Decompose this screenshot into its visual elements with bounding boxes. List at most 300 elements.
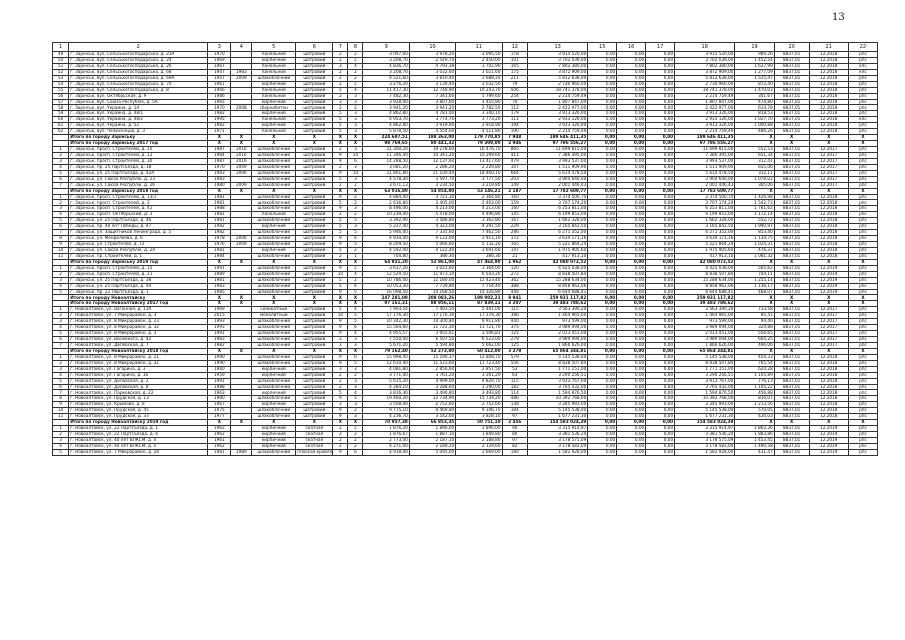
table-cell: 2 752,60 <box>409 402 455 408</box>
table-cell: 3 915 520,00 <box>528 52 588 58</box>
table-cell: г. Новоалтайск, ул. Крымова, д. 8 <box>69 402 208 408</box>
table-cell: 4 793,38 <box>409 63 455 69</box>
table-cell: 1 662 328,00 <box>675 218 735 224</box>
table-cell: 12 423,40 <box>456 277 502 283</box>
table-cell: 16 098,50 <box>363 289 409 295</box>
table-cell: 0,00 <box>646 443 675 449</box>
table-cell: шлакоблочний <box>252 218 296 224</box>
table-cell: 8 858 962,06 <box>675 283 735 289</box>
table-cell: 0,00 <box>646 164 675 170</box>
table-cell: 7 802 380,00 <box>528 63 588 69</box>
table-cell: 0,00 <box>588 158 617 164</box>
table-cell: X <box>333 259 348 265</box>
table-cell: 6 <box>348 236 363 242</box>
table-cell: 1 <box>53 426 69 432</box>
table-cell: шатровий <box>296 414 333 420</box>
table-cell: 0,00 <box>646 319 675 325</box>
table-cell: монолитный <box>252 313 296 319</box>
table-cell: шатровий <box>296 384 333 390</box>
table-cell: 0,00 <box>617 313 646 319</box>
table-cell: 3 374 500,74 <box>675 194 735 200</box>
table-cell: 2009 <box>231 164 252 170</box>
table-cell: 4 592,00 <box>363 247 409 253</box>
table-cell: 1 277,09 <box>735 69 774 75</box>
table-cell: г. Новоалтайск, ул. 7 Микрорайон, д. 3 <box>69 313 208 319</box>
table-cell: 2 <box>348 194 363 200</box>
table-cell: 6 <box>348 325 363 331</box>
table-cell: 1981 <box>208 200 231 206</box>
table-cell: 9 <box>333 396 348 402</box>
table-cell: X <box>774 188 809 194</box>
table-cell: 1970 <box>208 164 231 170</box>
table-cell: 2 <box>53 432 69 438</box>
table-cell: 79 162,40 <box>363 348 409 354</box>
table-cell: X <box>208 420 231 426</box>
table-cell: г. Зарінськ, вул. Сельськогосподарська, д. 26 <box>69 63 208 69</box>
table-cell: панельний <box>252 52 296 58</box>
table-cell: рпс <box>848 414 877 420</box>
table-cell: 0,00 <box>617 265 646 271</box>
table-cell: 0,00 <box>617 408 646 414</box>
table-cell: 3 208,70 <box>363 69 409 75</box>
table-cell: шлакоблочний <box>252 277 296 283</box>
table-cell: 0,00 <box>588 152 617 158</box>
table-cell: 3 913 326,00 <box>528 111 588 117</box>
table-cell: 14 288,50 <box>363 158 409 164</box>
table-cell: 53 <box>502 366 527 372</box>
table-cell: 1 <box>53 265 69 271</box>
table-cell: 0,00 <box>588 52 617 58</box>
table-cell: 0,00 <box>646 337 675 343</box>
table-cell: 324,88 <box>735 325 774 331</box>
table-cell: 1 876,20 <box>363 426 409 432</box>
table-cell: 18 460,10 <box>456 170 502 176</box>
table-cell: 5 <box>348 396 363 402</box>
table-cell: 1 866 626,00 <box>528 342 588 348</box>
table-cell: 12.2019 <box>809 443 848 449</box>
table-cell: г. Зарінськ, ул. Менделеева, д. 6 <box>69 236 208 242</box>
table-cell: 4 <box>348 283 363 289</box>
table-cell: 12.2017 <box>809 342 848 348</box>
table-cell: г. Зарінськ, просп. Строителей, д. 15 <box>69 265 208 271</box>
table-cell: 7 341,60 <box>409 93 455 99</box>
table-cell: 5 132,20 <box>456 242 502 248</box>
table-cell: 552,72 <box>735 218 774 224</box>
table-cell: 0,00 <box>588 170 617 176</box>
table-cell: 0,00 <box>646 313 675 319</box>
table-cell: 17 176,30 <box>409 313 455 319</box>
table-cell: шатровий <box>296 93 333 99</box>
table-cell: 8837,01 <box>774 390 809 396</box>
table-cell: 12.2018 <box>809 390 848 396</box>
table-cell: 386,30 <box>409 253 455 259</box>
table-cell: 3 315 914,97 <box>528 426 588 432</box>
table-cell: 2 857,50 <box>456 366 502 372</box>
table-cell: 3 913 767,00 <box>675 378 735 384</box>
table-cell: 9 <box>333 170 348 176</box>
table-cell: 0,00 <box>646 271 675 277</box>
table-cell: 3 490,80 <box>409 390 455 396</box>
column-number-5: 5 <box>252 43 296 52</box>
table-cell: 0,00 <box>617 135 646 141</box>
table-cell: 0,00 <box>617 337 646 343</box>
table-cell: шатровий <box>296 378 333 384</box>
table-cell: 42 080 072,52 <box>675 259 735 265</box>
table-cell: 49 <box>53 52 69 58</box>
table-cell: 0,00 <box>646 224 675 230</box>
table-cell: X <box>208 141 231 147</box>
table-cell: 2 189,20 <box>409 443 455 449</box>
table-cell: рпс <box>848 206 877 212</box>
table-cell: 1967 <box>208 402 231 408</box>
table-cell: 0,00 <box>646 230 675 236</box>
table-cell: 12.2018 <box>809 123 848 129</box>
table-cell: 9 <box>333 449 348 455</box>
table-cell: 19 278,60 <box>409 147 455 153</box>
table-cell: 3 810,40 <box>409 75 455 81</box>
table-cell: 3 993 537,00 <box>528 158 588 164</box>
table-cell: шатровий <box>296 182 333 188</box>
table-cell: X <box>252 295 296 301</box>
table-cell: 3 617,20 <box>363 265 409 271</box>
table-cell: 2 214 759,49 <box>528 93 588 99</box>
table-cell: 3 634 171,16 <box>528 236 588 242</box>
table-cell: шатровий <box>296 313 333 319</box>
table-cell: г. Зарінськ, пр. 40 лет Победы, д. 47 <box>69 224 208 230</box>
table-cell: X <box>296 188 333 194</box>
table-cell: 1986 <box>208 93 231 99</box>
table-cell: шлакоблочний <box>252 164 296 170</box>
table-cell: г. Зарінськ, вул. Союза Республік, д. 5А <box>69 99 208 105</box>
table-cell: 3 290 256,51 <box>528 372 588 378</box>
column-number-1: 1 <box>53 43 69 52</box>
table-cell: г. Новоалтайск, ул. Гагарина, д. 16 <box>69 372 208 378</box>
table-cell: 7 948 <box>502 135 527 141</box>
table-cell: 5 <box>348 289 363 295</box>
table-cell: скатная <box>296 437 333 443</box>
table-cell: X <box>231 420 252 426</box>
table-cell: 4 323,00 <box>409 224 455 230</box>
table-cell: 10 392 768,00 <box>675 396 735 402</box>
table-cell: 5 <box>53 170 69 176</box>
table-cell: X <box>231 295 252 301</box>
table-cell: 0,00 <box>617 111 646 117</box>
table-cell: 0,00 <box>617 69 646 75</box>
table-cell: 614,78 <box>735 105 774 111</box>
table-cell: 4 425 038,00 <box>528 265 588 271</box>
table-cell: 3 <box>348 402 363 408</box>
table-cell: 259 931 117,82 <box>675 295 735 301</box>
table-cell: Итого по городу Новоалтайску 2018 год <box>69 348 208 354</box>
table-cell: 8837,01 <box>774 437 809 443</box>
table-cell: 182 <box>502 384 527 390</box>
table-cell: 3 <box>348 176 363 182</box>
table-cell: 3 032,50 <box>456 81 502 87</box>
table-cell: 12.2019 <box>809 449 848 455</box>
table-cell: 8 941 <box>502 295 527 301</box>
table-cell: 12.2018 <box>809 366 848 372</box>
table-cell: шлакоблочний <box>252 378 296 384</box>
table-cell: шатровий <box>296 123 333 129</box>
table-cell: 3 918,90 <box>456 123 502 129</box>
table-cell: 0,00 <box>646 111 675 117</box>
column-number-16: 16 <box>617 43 646 52</box>
table-cell: 1962 <box>208 426 231 432</box>
table-cell: 1 876,67 <box>363 432 409 438</box>
table-cell: X <box>735 348 774 354</box>
table-cell: 1 134,75 <box>735 236 774 242</box>
table-cell: 8 838 507,84 <box>675 271 735 277</box>
table-cell: 12 610,40 <box>363 360 409 366</box>
table-cell: 60 412,00 <box>456 348 502 354</box>
table-cell: 0,00 <box>617 432 646 438</box>
table-cell: 2 187,10 <box>409 437 455 443</box>
table-cell: X <box>774 295 809 301</box>
table-cell: шлакоблочний <box>252 200 296 206</box>
table-cell: 2015 <box>208 313 231 319</box>
table-body <box>53 52 878 456</box>
table-cell: кирпичний <box>252 123 296 129</box>
table-cell: г. Новоалтайск, ул. Деповская, д. 7 <box>69 342 208 348</box>
table-cell: 52 <box>53 69 69 75</box>
table-cell: 179 770,85 <box>456 135 502 141</box>
table-cell: 2 <box>348 52 363 58</box>
table-cell: шатровий <box>296 277 333 283</box>
table-cell: 11 <box>53 253 69 259</box>
table-cell: 417 913,10 <box>675 253 735 259</box>
table-cell: 3 <box>53 277 69 283</box>
table-cell: 8837,01 <box>774 129 809 135</box>
table-cell: 3 941,20 <box>363 105 409 111</box>
table-cell: рпс <box>848 342 877 348</box>
table-cell: шатровий <box>296 342 333 348</box>
table-cell: 3 234,50 <box>409 182 455 188</box>
table-cell: 4 521,60 <box>363 75 409 81</box>
table-cell: рпс <box>848 277 877 283</box>
table-cell: 12.2018 <box>809 402 848 408</box>
table-cell: шлакоблочний <box>252 360 296 366</box>
table-cell: рпс <box>848 99 877 105</box>
table-cell: шлакоблочний <box>252 396 296 402</box>
table-cell: 10 <box>333 271 348 277</box>
table-cell: 3 <box>53 366 69 372</box>
table-cell: 2 <box>348 443 363 449</box>
table-cell: 0,00 <box>617 158 646 164</box>
table-cell: 56 <box>53 93 69 99</box>
table-cell: X <box>848 301 877 307</box>
table-cell: 1990 <box>208 354 231 360</box>
table-cell: 160 <box>502 206 527 212</box>
table-cell: 2 422 977,00 <box>675 105 735 111</box>
table-cell: 989,26 <box>735 52 774 58</box>
table-cell: г. Зарінськ, просп. Октябрьский, д. 3 <box>69 212 208 218</box>
table-cell: 2 773,00 <box>363 437 409 443</box>
table-cell: 0,00 <box>588 253 617 259</box>
table-cell: г. Новоалтайск, ул. 7 Микрорайон, д. 28 <box>69 449 208 455</box>
table-cell: 4 955,57 <box>363 331 409 337</box>
table-cell: X <box>809 259 848 265</box>
table-cell: 1 887,10 <box>409 432 455 438</box>
table-cell: 0,00 <box>588 206 617 212</box>
table-cell: 10 392 768,00 <box>528 396 588 402</box>
table-cell: 247 281,09 <box>363 295 409 301</box>
table-cell: г. Зарінськ, просп. Строителей, д. 41 <box>69 206 208 212</box>
table-cell: 5 614 478,50 <box>528 170 588 176</box>
table-cell: X <box>774 141 809 147</box>
table-cell: 1 862,36 <box>735 426 774 432</box>
table-cell: 1947 <box>208 69 231 75</box>
table-cell: 3 928,00 <box>363 99 409 105</box>
table-cell: 5 <box>53 449 69 455</box>
table-cell: 7 739,80 <box>409 283 455 289</box>
table-cell: 0,00 <box>646 348 675 354</box>
table-cell: рпс <box>848 396 877 402</box>
table-cell: 0,00 <box>588 176 617 182</box>
table-cell: 973 599,00 <box>675 319 735 325</box>
table-cell: г. Новоалтайск, ул. Вагонная, д. 11А <box>69 307 208 313</box>
table-cell: 5 145 538,00 <box>528 408 588 414</box>
table-cell: 2 <box>333 443 348 449</box>
table-cell: 5 <box>333 87 348 93</box>
table-cell: шлакоблочний <box>252 354 296 360</box>
table-cell: рпс <box>848 271 877 277</box>
table-cell: 1962 <box>208 443 231 449</box>
table-cell: 5 594,80 <box>409 342 455 348</box>
table-cell: 1967 <box>208 63 231 69</box>
table-cell: рпс <box>848 212 877 218</box>
table-cell: 0,00 <box>588 164 617 170</box>
table-cell: 10 342,30 <box>363 319 409 325</box>
table-cell: 1 511 909,90 <box>528 164 588 170</box>
table-cell: г. Зарінськ, вул. Сельськогосподарська, д. 8 <box>69 87 208 93</box>
table-cell: 818,53 <box>735 111 774 117</box>
table-cell: 1 511 909,90 <box>675 164 735 170</box>
table-cell: 0,00 <box>588 366 617 372</box>
table-cell: 8 <box>53 396 69 402</box>
table-cell: 2 933 126,00 <box>528 117 588 123</box>
table-cell: 0,00 <box>617 319 646 325</box>
table-cell: 9 775,10 <box>363 408 409 414</box>
table-cell: рпс <box>848 129 877 135</box>
table-cell: 1969 <box>208 57 231 63</box>
table-cell: 8837,01 <box>774 147 809 153</box>
table-cell: 94,40 <box>735 319 774 325</box>
table-cell: X <box>809 188 848 194</box>
table-cell: 12.2018 <box>809 218 848 224</box>
table-cell: 12 180,00 <box>409 277 455 283</box>
table-cell: X <box>774 259 809 265</box>
table-cell: 1 <box>53 147 69 153</box>
table-cell: 0,00 <box>617 93 646 99</box>
table-cell: 3 <box>348 147 363 153</box>
table-cell: рпс <box>848 443 877 449</box>
table-cell: 5 <box>348 313 363 319</box>
table-cell: 2009 <box>231 75 252 81</box>
table-cell: 9 <box>333 152 348 158</box>
table-cell: X <box>848 188 877 194</box>
table-cell: 15 190,37 <box>409 354 455 360</box>
table-cell: г. Зарінськ, просп. Строителей, д. 13/1 <box>69 194 208 200</box>
table-cell: 3 773,20 <box>456 117 502 123</box>
table-cell: 0,00 <box>646 408 675 414</box>
table-cell: 2 <box>53 360 69 366</box>
column-number-20: 20 <box>774 43 809 52</box>
table-cell: X <box>252 188 296 194</box>
table-cell: рпс <box>848 426 877 432</box>
table-cell: 2 <box>333 212 348 218</box>
table-cell: 0,00 <box>588 319 617 325</box>
table-cell: 70 957,38 <box>363 420 409 426</box>
table-cell: 0,00 <box>617 81 646 87</box>
table-cell: 12.2017 <box>809 331 848 337</box>
table-cell: 3 671,13 <box>363 182 409 188</box>
table-cell: 5 478,00 <box>409 212 455 218</box>
table-cell: 87 839,11 <box>456 301 502 307</box>
table-cell: 7 482,30 <box>363 93 409 99</box>
table-cell: шатровий <box>296 212 333 218</box>
table-cell: 12.2019 <box>809 437 848 443</box>
table-cell: 6 271 352,00 <box>675 230 735 236</box>
table-cell: 12.2018 <box>809 206 848 212</box>
table-cell: X <box>333 348 348 354</box>
table-cell: 8 496,00 <box>363 206 409 212</box>
table-cell: 6 <box>53 337 69 343</box>
table-cell: 3 777,50 <box>456 176 502 182</box>
table-cell: 2 <box>333 75 348 81</box>
table-cell: X <box>208 301 231 307</box>
table-cell: 90 <box>502 426 527 432</box>
table-cell: 5 662,00 <box>456 342 502 348</box>
table-cell: 15 734,20 <box>456 396 502 402</box>
table-cell: X <box>333 420 348 426</box>
table-cell: 3 765 432,00 <box>528 384 588 390</box>
table-cell: 0,00 <box>646 354 675 360</box>
table-cell: X <box>252 420 296 426</box>
table-cell: 1981 <box>208 212 231 218</box>
table-cell: 229 <box>502 224 527 230</box>
table-cell: 0,00 <box>617 247 646 253</box>
table-cell: 8837,01 <box>774 342 809 348</box>
table-cell: 2 <box>333 57 348 63</box>
table-cell: 3 586,80 <box>409 218 455 224</box>
table-cell: 3 219,80 <box>456 182 502 188</box>
table-cell: 3 340,10 <box>456 111 502 117</box>
table-cell: 7 550,00 <box>363 337 409 343</box>
table-cell: 3 021,60 <box>456 69 502 75</box>
table-cell: 3 315 914,97 <box>675 426 735 432</box>
table-cell: 6 <box>53 176 69 182</box>
table-cell: 21 100,40 <box>409 170 455 176</box>
table-cell: шатровий <box>296 236 333 242</box>
table-cell: 0,00 <box>617 420 646 426</box>
table-cell: X <box>208 188 231 194</box>
table-cell: 12.2018 <box>809 87 848 93</box>
table-cell: 9 <box>333 236 348 242</box>
table-cell: 3 <box>53 437 69 443</box>
table-cell: 1 807 847,00 <box>675 99 735 105</box>
table-cell: X <box>296 135 333 141</box>
table-cell: X <box>735 188 774 194</box>
table-cell: 2 <box>53 271 69 277</box>
table-cell: г. Новоалтайск, ул. Деповская, д. 8 <box>69 384 208 390</box>
table-cell: 4 213,00 <box>409 206 455 212</box>
table-cell: 5 946,00 <box>363 230 409 236</box>
table-cell: 8 838 507,84 <box>528 360 588 366</box>
table-cell: 12.2018 <box>809 360 848 366</box>
table-cell: 107 <box>502 164 527 170</box>
table-cell: 1984 <box>208 152 231 158</box>
table-cell: 165 <box>502 63 527 69</box>
